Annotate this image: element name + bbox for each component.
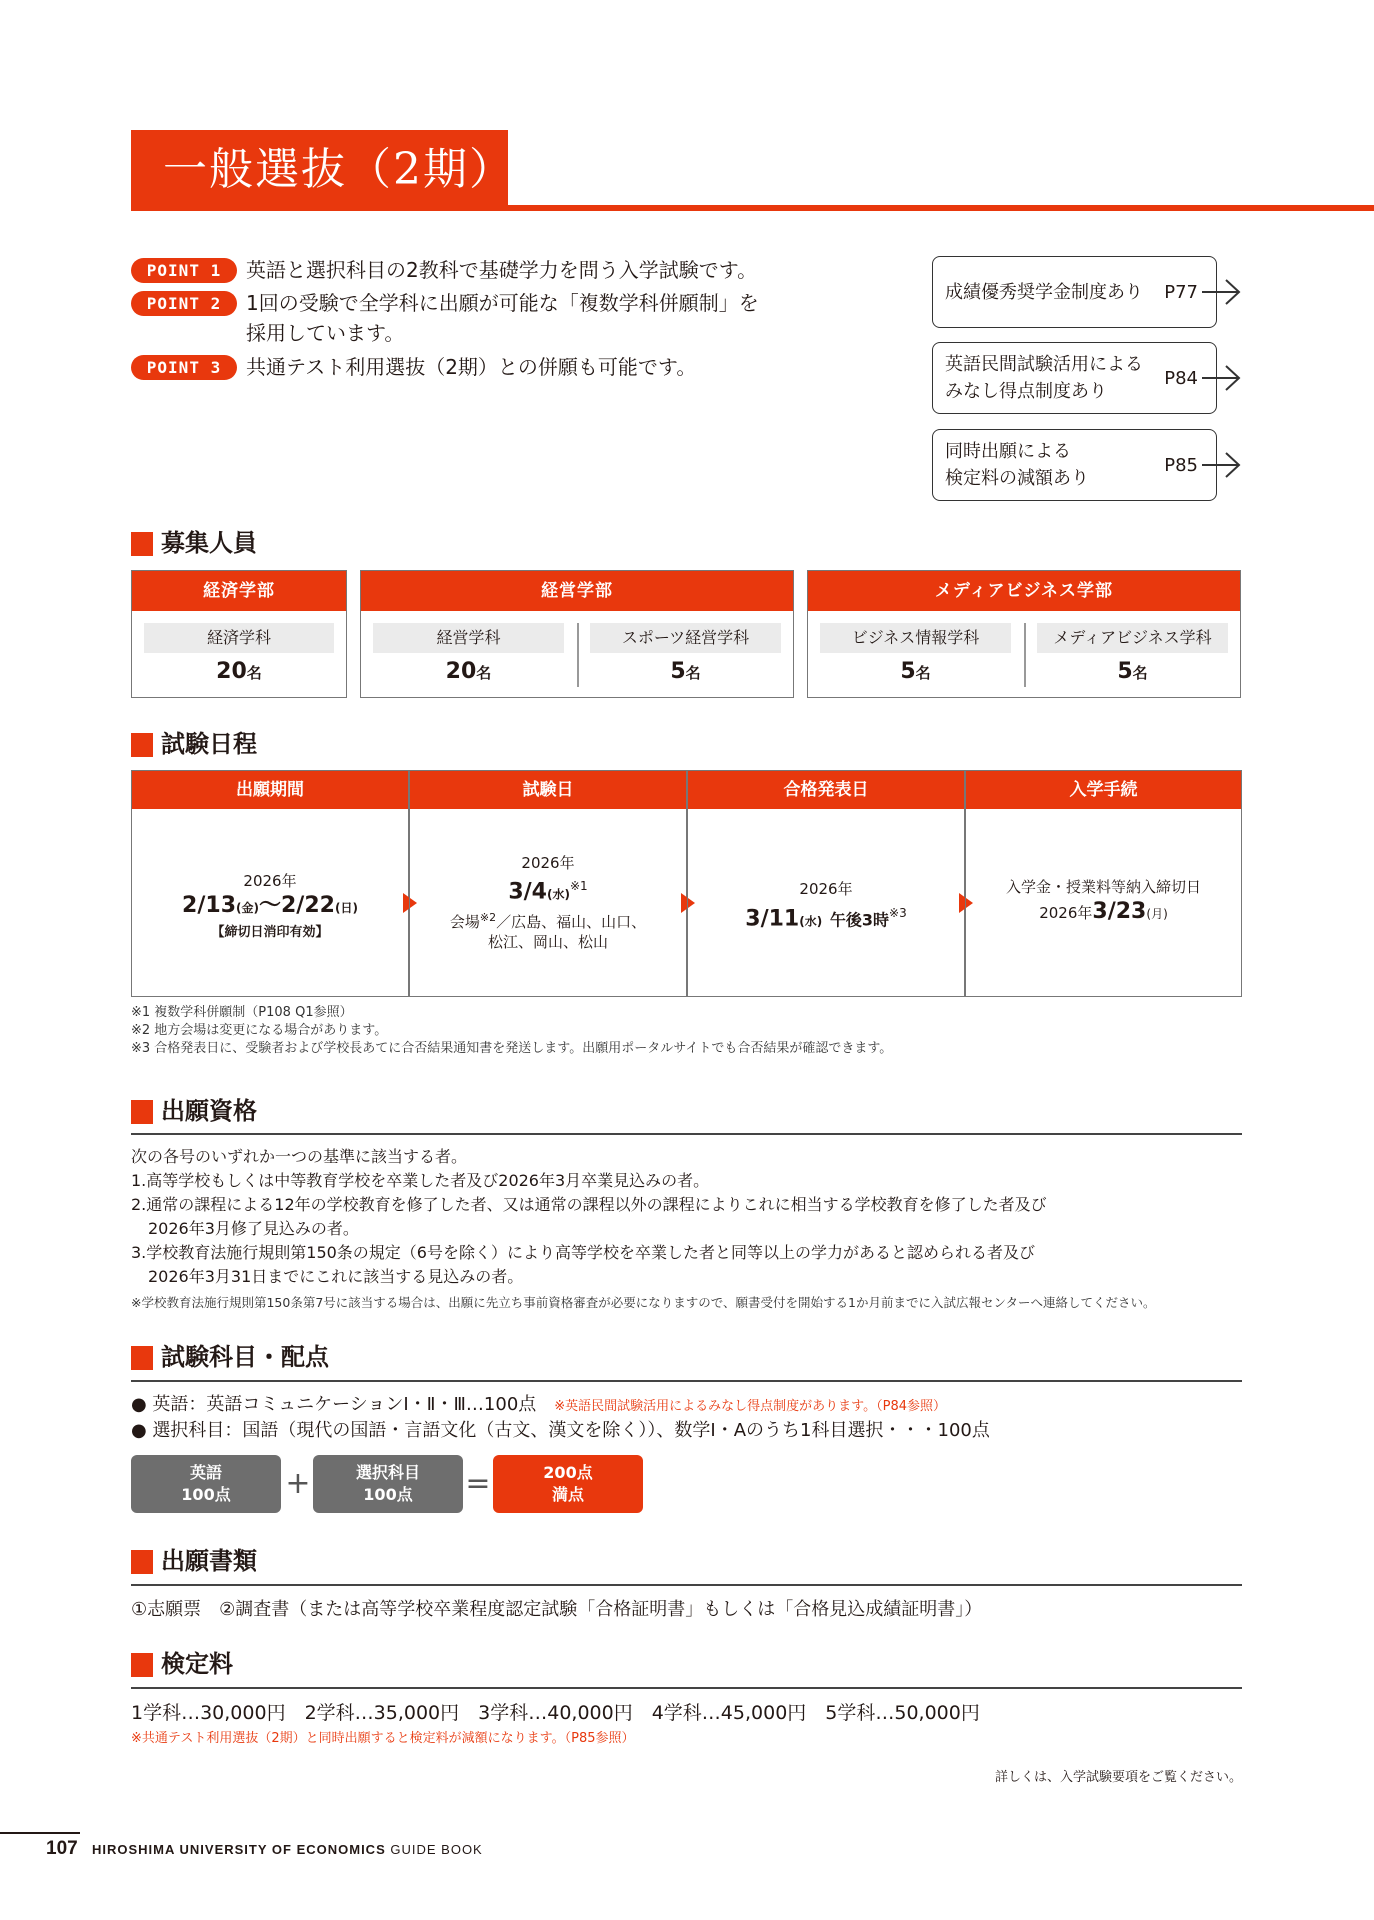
recruit-title: 募集人員	[161, 529, 257, 557]
point-3-badge: POINT 3	[131, 355, 237, 380]
point-1-text: 英語と選択科目の2教科で基礎学力を問う入学試験です。	[246, 258, 758, 282]
schedule-note-3: ※3 合格発表日に、受験者および学校長あてに合否結果通知書を発送します。出願用ポータルサイトでも合否結果が確認できます。	[131, 1041, 893, 1056]
subjects-title: 試験科目・配点	[161, 1343, 329, 1371]
exam-venue-2: 松江、岡山、松山	[487, 933, 608, 951]
link-english-test[interactable]	[932, 342, 1217, 414]
point-1-badge: POINT 1	[131, 258, 237, 283]
qual-note: ※学校教育法施行規則第150条第7号に該当する場合は、出願に先立ち事前資格審査が必要になりますので、願書受付を開始する1か月前までに入試広報センターへ連絡してください。	[131, 1295, 1156, 1310]
result-date: 3/11(水) 午後3時$^{※3}$	[745, 906, 907, 932]
link-scholarship-page: P77	[1164, 281, 1198, 303]
subject-elective: ● 選択科目：国語（現代の国語・言語文化（古文、漢文を除く））、数学Ⅰ・Aのうち1科目選択・・・100点	[131, 1420, 990, 1441]
schedule-note-1: ※1 複数学科併願制（P108 Q1参照）	[131, 1005, 353, 1020]
schedule-header-1: 出願期間	[132, 771, 408, 809]
score-total-box: 200点 満点	[493, 1455, 643, 1513]
count-management: 20名	[445, 659, 492, 684]
schedule-header-4: 入学手続	[966, 771, 1241, 809]
link-fee-label-2: 検定料の減額あり	[945, 468, 1089, 489]
exam-venue-1: 会場$^{※2}$／広島、福山、山口、	[449, 911, 647, 931]
app-note: 【締切日消印有効】	[211, 925, 329, 940]
app-year: 2026年	[243, 872, 297, 890]
result-year: 2026年	[799, 880, 853, 898]
section-marker	[131, 532, 153, 556]
count-economics: 20名	[216, 659, 262, 684]
subject-business-info: ビジネス情報学科	[820, 623, 1011, 653]
arrow-right-icon	[1202, 277, 1242, 307]
exam-year: 2026年	[521, 854, 575, 872]
qualification-title: 出願資格	[161, 1097, 257, 1125]
dept-economics	[131, 570, 347, 698]
footer-rule	[0, 1832, 80, 1834]
dept-media-name: メディアビジネス学部	[808, 571, 1240, 611]
subject-english: ● 英語：英語コミュニケーションⅠ・Ⅱ・Ⅲ…100点 ※英語民間試験活用によるみなし得点制度があります。（P84参照）	[131, 1394, 947, 1415]
score-english-box: 英語 100点	[131, 1455, 281, 1513]
subject-media-business: メディアビジネス学科	[1037, 623, 1228, 653]
qual-line-3: 2026年3月修了見込みの者。	[148, 1219, 359, 1238]
subject-sports-management: スポーツ経営学科	[590, 623, 781, 653]
schedule-result-date	[687, 770, 965, 997]
divider	[1024, 623, 1026, 687]
schedule-header-2: 試験日	[410, 771, 686, 809]
point-2-badge: POINT 2	[131, 291, 237, 316]
link-english-page: P84	[1164, 367, 1198, 389]
equals-icon: =	[465, 1466, 491, 1501]
section-marker	[131, 1346, 153, 1370]
link-english-label-2: みなし得点制度あり	[945, 381, 1107, 402]
link-english-label-1: 英語民間試験活用による	[945, 354, 1143, 375]
section-rule	[131, 1133, 1242, 1135]
qual-line-4: 3.学校教育法施行規則第150条の規定（6号を除く）により高等学校を卒業した者と同等以上の学力があると認められる者及び	[131, 1243, 1035, 1262]
qual-line-5: 2026年3月31日までにこれに該当する見込みの者。	[148, 1267, 524, 1286]
qual-line-1: 1.高等学校もしくは中等教育学校を卒業した者及び2026年3月卒業見込みの者。	[131, 1171, 710, 1190]
schedule-enrollment	[965, 770, 1242, 997]
exam-date: 3/4(水)$^{※1}$	[508, 879, 588, 905]
documents-text: ①志願票 ②調査書（または高等学校卒業程度認定試験「合格証明書」もしくは「合格見込成績証明書」）	[131, 1599, 983, 1620]
schedule-exam-date	[409, 770, 687, 997]
arrow-right-icon	[1202, 450, 1242, 480]
section-marker	[131, 1100, 153, 1124]
section-marker	[131, 1550, 153, 1574]
qual-line-0: 次の各号のいずれか一つの基準に該当する者。	[131, 1147, 468, 1166]
footer-more-info: 詳しくは、入学試験要項をご覧ください。	[994, 1770, 1242, 1785]
link-fee-label-1: 同時出願による	[945, 441, 1071, 462]
fee-text: 1学科…30,000円 2学科…35,000円 3学科…40,000円 4学科…45,000円 5学科…50,000円	[131, 1702, 980, 1724]
header-rule	[131, 205, 1374, 211]
count-sports-management: 5名	[670, 659, 701, 684]
fee-title: 検定料	[161, 1650, 233, 1678]
page-number: 107	[46, 1838, 78, 1859]
link-scholarship[interactable]	[932, 256, 1217, 328]
schedule-title: 試験日程	[161, 730, 257, 758]
subject-economics: 経済学科	[144, 623, 334, 653]
dept-media-business	[807, 570, 1241, 698]
count-media-business: 5名	[1117, 659, 1148, 684]
dept-management	[360, 570, 794, 698]
arrow-right-icon	[1202, 363, 1242, 393]
link-fee-page: P85	[1164, 454, 1198, 476]
count-business-info: 5名	[900, 659, 931, 684]
section-rule	[131, 1380, 1242, 1382]
footer-brand: HIROSHIMA UNIVERSITY OF ECONOMICS GUIDE BOOK	[92, 1842, 483, 1857]
schedule-note-2: ※2 地方会場は変更になる場合があります。	[131, 1023, 388, 1038]
schedule-header-3: 合格発表日	[688, 771, 964, 809]
enroll-date: 2026年3/23(月)	[1039, 899, 1168, 924]
point-3-text: 共通テスト利用選抜（2期）との併願も可能です。	[246, 355, 697, 379]
link-fee-reduction[interactable]	[932, 429, 1217, 501]
page-title: 一般選抜（2期）	[163, 144, 515, 195]
plus-icon: +	[285, 1466, 311, 1501]
point-2-text-2: 採用しています。	[246, 321, 405, 345]
schedule-application-period	[131, 770, 409, 997]
documents-title: 出願書類	[161, 1547, 257, 1575]
fee-note: ※共通テスト利用選抜（2期）と同時出願すると検定料が減額になります。（P85参照）	[131, 1731, 635, 1746]
section-rule	[131, 1687, 1242, 1689]
section-marker	[131, 1653, 153, 1677]
link-scholarship-label: 成績優秀奨学金制度あり	[945, 281, 1143, 303]
section-marker	[131, 733, 153, 757]
qual-line-2: 2.通常の課程による12年の学校教育を修了した者、又は通常の課程以外の課程によりこれに相当する学校教育を修了した者及び	[131, 1195, 1047, 1214]
enroll-label: 入学金・授業料等納入締切日	[1005, 878, 1201, 896]
point-2-text-1: 1回の受験で全学科に出願が可能な「複数学科併願制」を	[246, 291, 759, 315]
section-rule	[131, 1584, 1242, 1586]
app-dates: 2/13(金)～2/22(日)	[182, 893, 358, 918]
dept-economics-name: 経済学部	[132, 571, 346, 611]
dept-management-name: 経営学部	[361, 571, 793, 611]
divider	[577, 623, 579, 687]
score-elective-box: 選択科目 100点	[313, 1455, 463, 1513]
subject-management: 経営学科	[373, 623, 564, 653]
